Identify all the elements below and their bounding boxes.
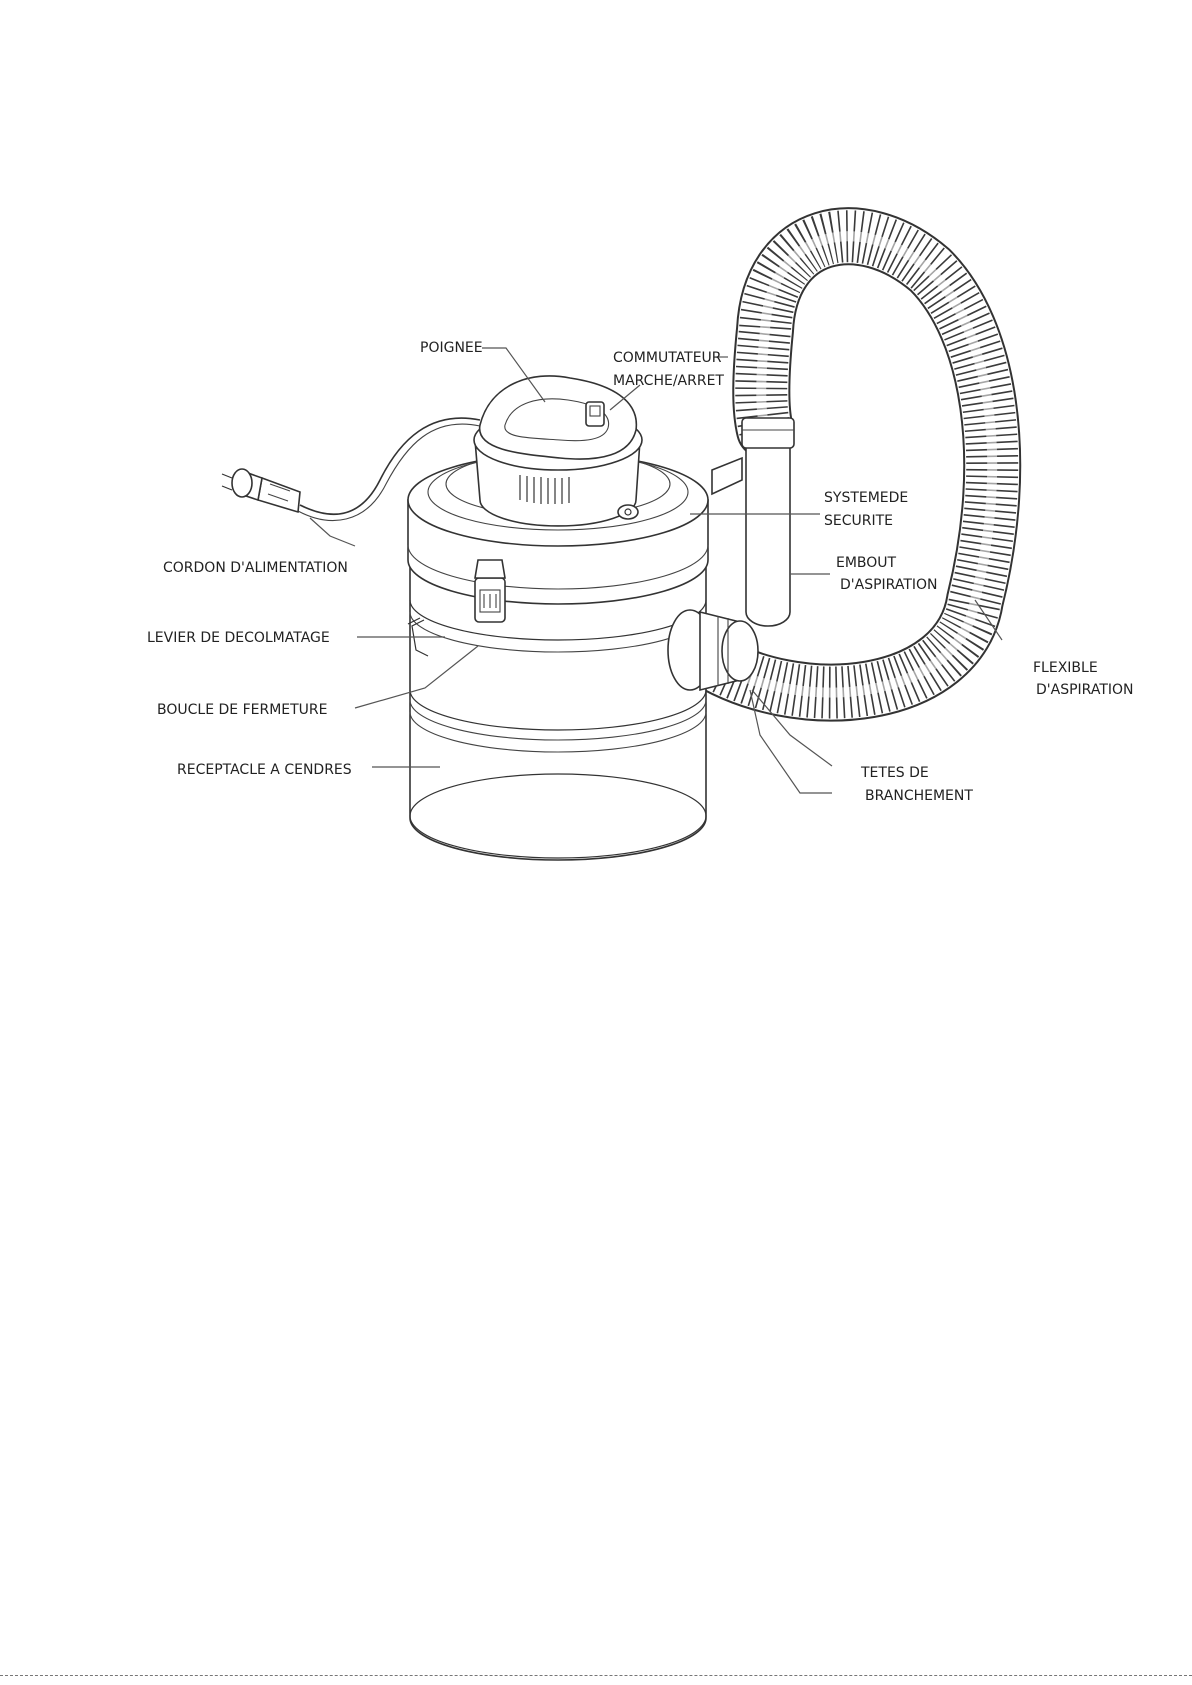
canister-body	[410, 560, 706, 860]
label-systeme-line2: SECURITE	[824, 513, 894, 529]
label-commutateur-line2: MARCHE/ARRET	[613, 373, 724, 389]
label-boucle: BOUCLE DE FERMETURE	[157, 702, 328, 718]
closure-buckle	[475, 560, 505, 622]
label-tetes-line1: TETES DE	[861, 765, 929, 781]
label-cordon: CORDON D'ALIMENTATION	[163, 560, 348, 576]
safety-indicator	[618, 505, 638, 519]
power-plug	[222, 469, 300, 512]
inlet-connector	[668, 610, 758, 690]
label-receptacle: RECEPTACLE A CENDRES	[177, 762, 352, 778]
suction-nozzle	[712, 418, 794, 626]
label-tetes-line2: BRANCHEMENT	[865, 788, 973, 804]
page-bottom-rule	[0, 1675, 1192, 1676]
label-levier: LEVIER DE DECOLMATAGE	[147, 630, 330, 646]
label-commutateur-line1: COMMUTATEUR	[613, 350, 722, 366]
label-embout-line1: EMBOUT	[836, 555, 897, 571]
label-poignee: POIGNEE	[420, 340, 483, 356]
label-systeme-line1: SYSTEMEDE	[824, 490, 909, 506]
label-flexible-line1: FLEXIBLE	[1033, 660, 1098, 676]
label-flexible-line2: D'ASPIRATION	[1036, 682, 1134, 698]
power-switch	[586, 402, 604, 426]
label-embout-line2: D'ASPIRATION	[840, 577, 938, 593]
